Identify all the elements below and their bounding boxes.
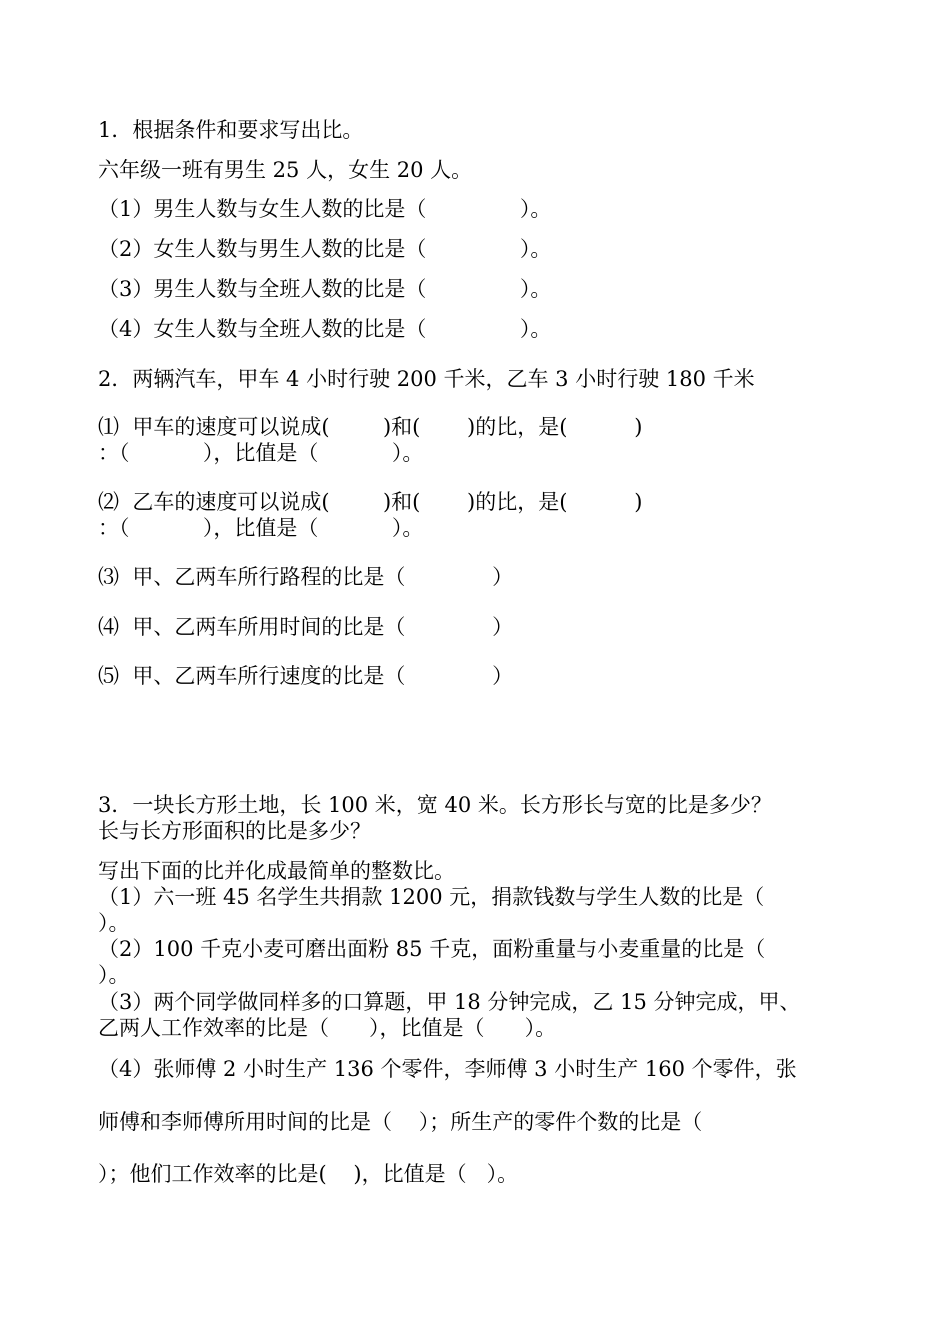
- q2-item-3: ⑶ 甲、乙两车所行路程的比是（ ）: [98, 565, 514, 589]
- q1-context: 六年级一班有男生 25 人，女生 20 人。: [98, 158, 473, 182]
- q1-item-4: （4）女生人数与全班人数的比是（ ）。: [98, 317, 552, 341]
- q1-item-1: （1）男生人数与女生人数的比是（ ）。: [98, 197, 552, 221]
- q3-line-2: 长与长方形面积的比是多少？: [98, 819, 371, 843]
- q2-item-2a: ⑵ 乙车的速度可以说成( )和( )的比，是( ): [98, 490, 643, 514]
- q2-item-5: ⑸ 甲、乙两车所行速度的比是（ ）: [98, 664, 514, 688]
- q4-line-6: 乙两人工作效率的比是（ ），比值是（ ）。: [98, 1016, 557, 1040]
- q4-line-9: ）；他们工作效率的比是( )，比值是（ ）。: [98, 1162, 519, 1186]
- q4-line-7: （4）张师傅 2 小时生产 136 个零件，李师傅 3 小时生产 160 个零件，张: [98, 1057, 797, 1081]
- q1-title: 1．根据条件和要求写出比。: [98, 118, 364, 142]
- q4-line-4: ）。: [98, 963, 130, 987]
- q4-line-3: （2）100 千克小麦可磨出面粉 85 千克，面粉重量与小麦重量的比是（: [98, 937, 766, 961]
- q2-item-2b: ：（ ），比值是（ ）。: [98, 516, 424, 540]
- q4-line-2: ）。: [98, 911, 130, 935]
- q4-title: 写出下面的比并化成最简单的整数比。: [98, 859, 455, 883]
- q4-line-5: （3）两个同学做同样多的口算题，甲 18 分钟完成，乙 15 分钟完成，甲、: [98, 990, 801, 1014]
- q1-item-2: （2）女生人数与男生人数的比是（ ）。: [98, 237, 552, 261]
- q2-item-1b: ：（ ），比值是（ ）。: [98, 441, 424, 465]
- q2-item-4: ⑷ 甲、乙两车所用时间的比是（ ）: [98, 615, 514, 639]
- q4-line-1: （1）六一班 45 名学生共捐款 1200 元，捐款钱数与学生人数的比是（: [98, 885, 765, 909]
- q3-line-1: 3．一块长方形土地，长 100 米，宽 40 米。长方形长与宽的比是多少？: [98, 793, 772, 817]
- q2-item-1a: ⑴ 甲车的速度可以说成( )和( )的比，是( ): [98, 415, 643, 439]
- q2-title: 2．两辆汽车，甲车 4 小时行驶 200 千米，乙车 3 小时行驶 180 千米: [98, 367, 755, 391]
- q4-line-8: 师傅和李师傅所用时间的比是（ ）；所生产的零件个数的比是（: [98, 1110, 703, 1134]
- q1-item-3: （3）男生人数与全班人数的比是（ ）。: [98, 277, 552, 301]
